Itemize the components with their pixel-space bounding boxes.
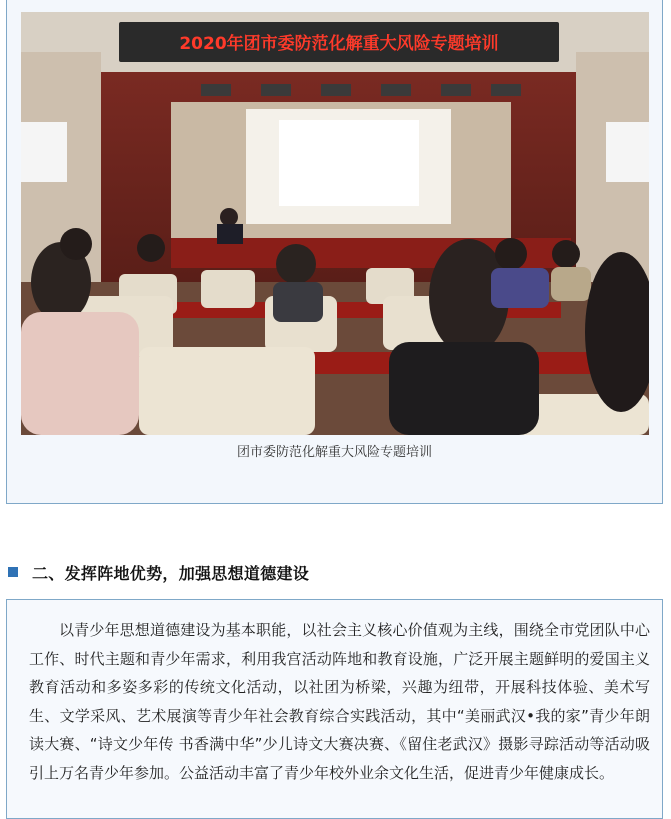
banner-text: 2020年团市委防范化解重大风险专题培训 [179, 34, 499, 54]
section-paragraph: 以青少年思想道德建设为基本职能，以社会主义核心价值观为主线，围绕全市党团队中心工作、时代主题和青少年需求，利用我宫活动阵地和教育设施，广泛开展主题鲜明的爱国主义教育活动和多姿多彩的传统文化活动，以社团为桥梁，兴趣为纽带，开展科技体验、美术写生、文学采风、艺术展演等青少年社会教育综合实践活动，其中“美丽武汉•我的家”青少年朗读大赛、“诗文少年传 书香满中华”少儿诗文大赛决赛、《留住老武汉》摄影寻踪活动等活动吸引上万名青少年参加。公益活动丰富了青少年校外业余文化生活，促进青少年健康成长。 [29, 621, 650, 782]
training-photo-illustration [21, 12, 649, 435]
heading-marker-icon [8, 567, 18, 577]
photo-caption: 团市委防范化解重大风险专题培训 [236, 445, 432, 460]
photo-card [6, 0, 663, 504]
training-photo [21, 12, 649, 435]
section-heading [8, 560, 309, 584]
section-title: 二、发挥阵地优势，加强思想道德建设 [32, 563, 310, 583]
body-card [6, 599, 663, 819]
